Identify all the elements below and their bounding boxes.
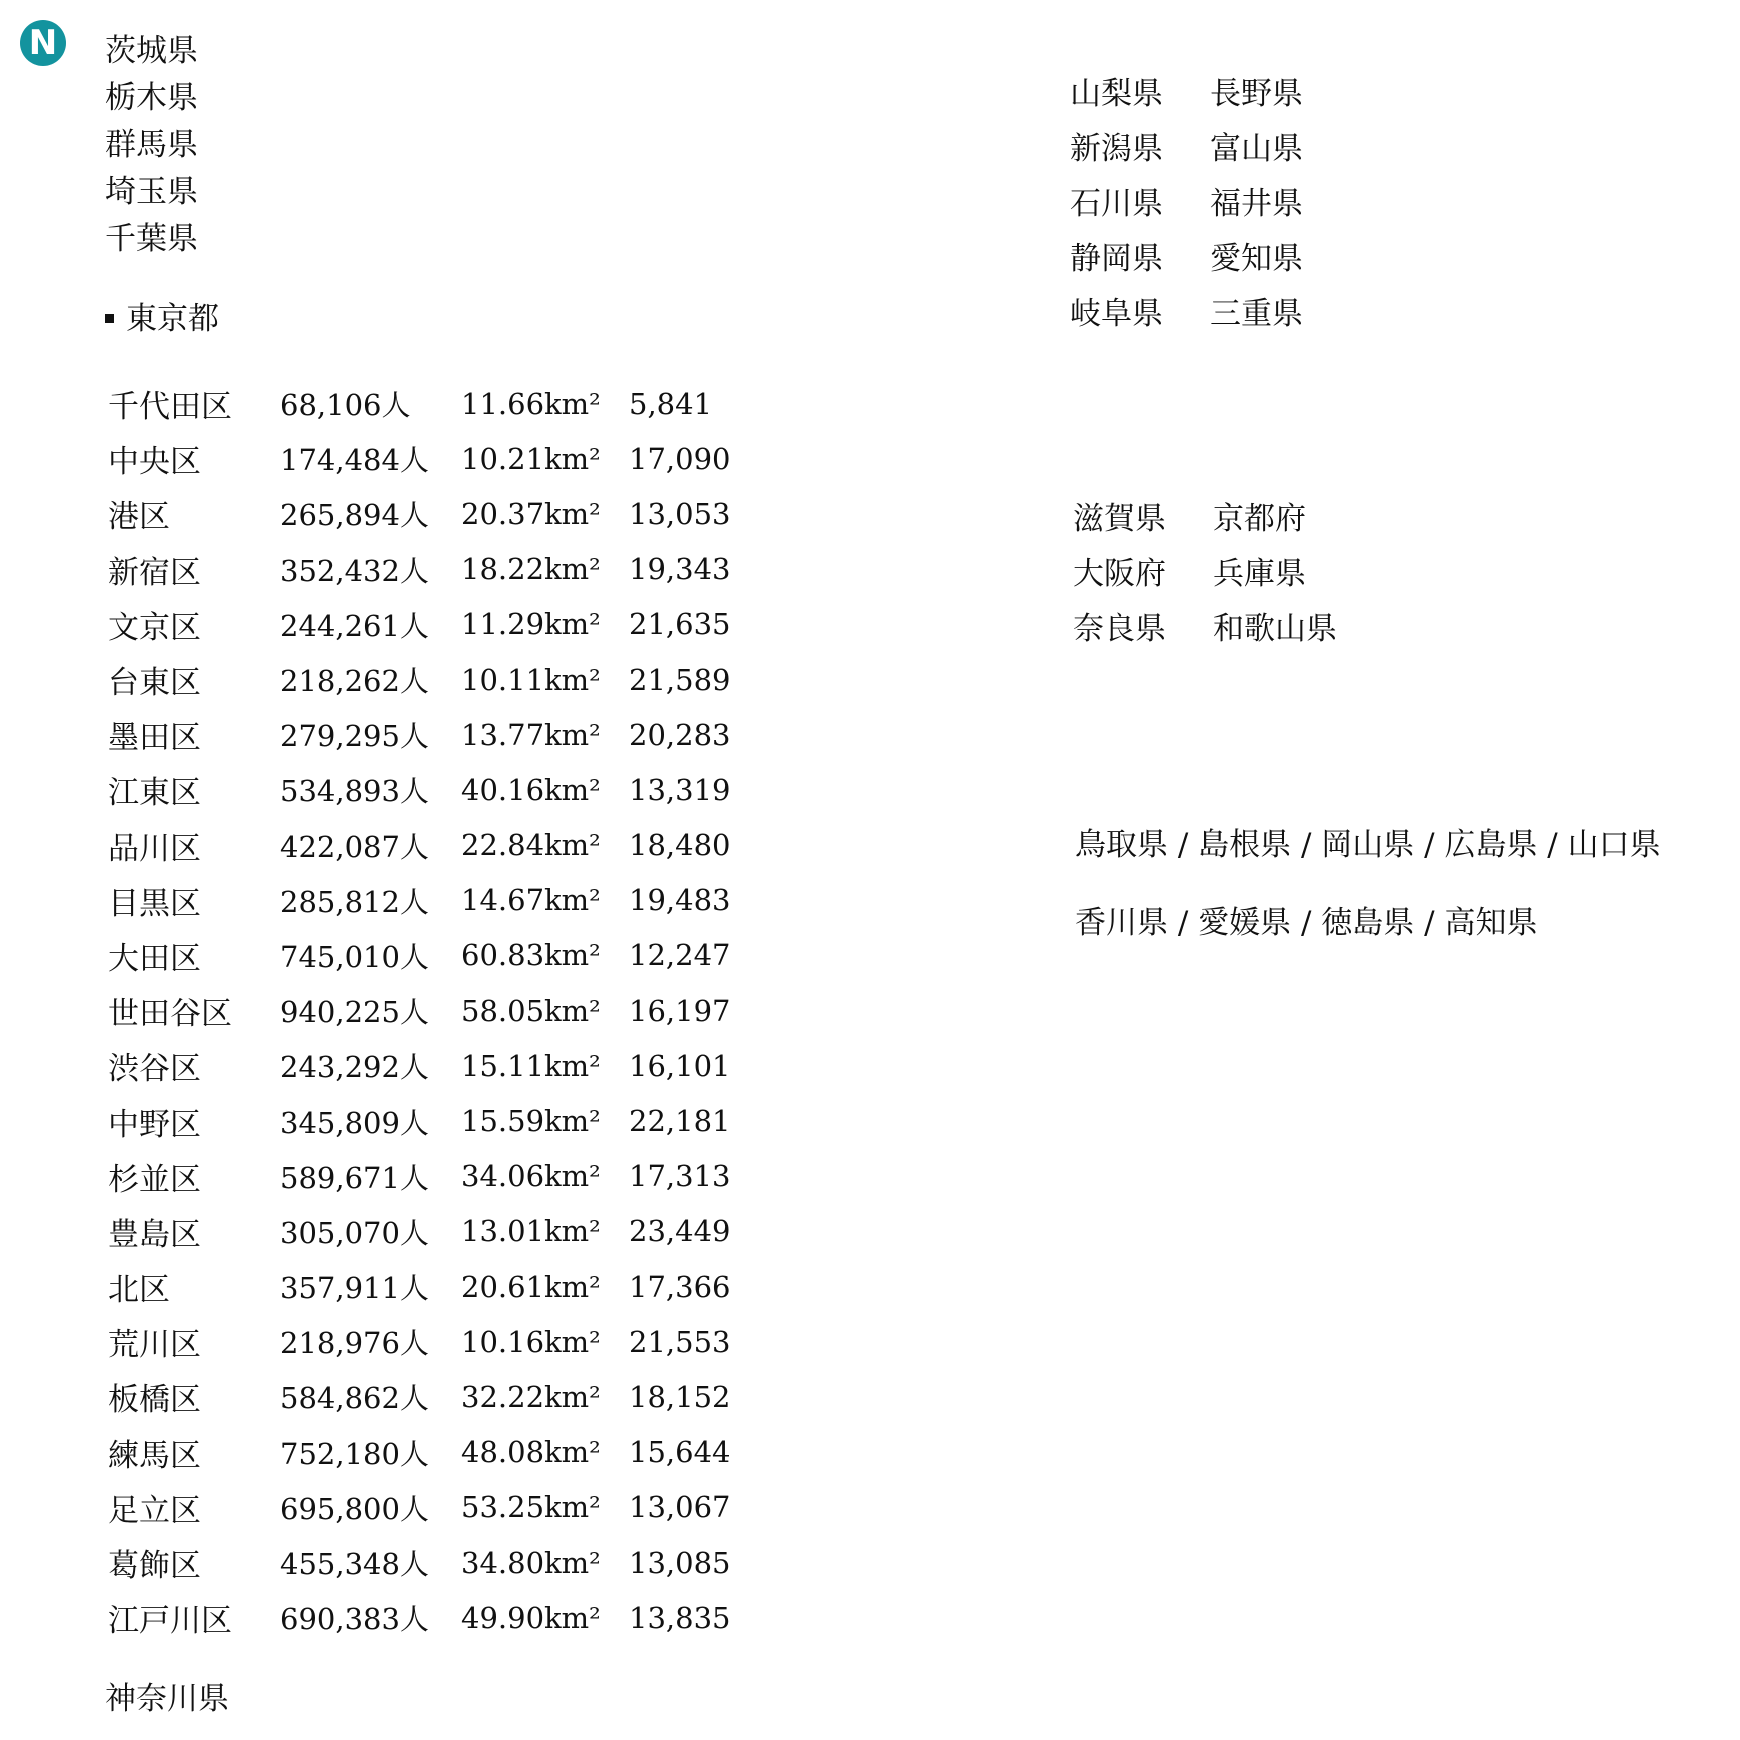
ward-density: 23,449	[629, 1214, 731, 1249]
ward-area: 48.08km²	[461, 1435, 601, 1470]
ward-name[interactable]: 目黒区	[108, 885, 201, 922]
ward-population: 279,295人	[280, 719, 429, 754]
ward-name[interactable]: 大田区	[108, 940, 201, 977]
brand-logo-icon: N	[20, 20, 66, 66]
ward-name[interactable]: 荒川区	[108, 1327, 201, 1364]
prefecture-link-ishikawa[interactable]: 石川県	[1070, 186, 1163, 222]
ward-population: 584,862人	[280, 1381, 429, 1416]
ward-area: 10.16km²	[461, 1324, 601, 1359]
ward-name[interactable]: 新宿区	[108, 554, 201, 591]
ward-density: 13,319	[629, 772, 731, 807]
ward-population: 345,809人	[280, 1105, 429, 1140]
tokyo-ward-table	[108, 376, 739, 1645]
ward-area: 10.11km²	[461, 662, 601, 697]
kanto-prefecture-list	[105, 28, 198, 263]
ward-population: 534,893人	[280, 774, 429, 809]
ward-population: 357,911人	[280, 1271, 429, 1306]
ward-population: 305,070人	[280, 1215, 429, 1250]
ward-area: 32.22km²	[461, 1379, 601, 1414]
ward-name[interactable]: 板橋区	[108, 1382, 201, 1419]
table-row	[108, 1259, 739, 1314]
ward-name[interactable]: 文京区	[108, 609, 201, 646]
ward-name[interactable]: 品川区	[108, 830, 201, 867]
ward-area: 18.22km²	[461, 552, 601, 587]
prefecture-link-nara[interactable]: 奈良県	[1073, 611, 1166, 647]
table-row	[108, 597, 739, 652]
ward-density: 22,181	[629, 1104, 731, 1139]
table-row	[108, 928, 739, 983]
ward-population: 422,087人	[280, 829, 429, 864]
table-row	[108, 762, 739, 817]
table-row	[108, 652, 739, 707]
ward-area: 15.59km²	[461, 1104, 601, 1139]
ward-name[interactable]: 杉並区	[108, 1161, 201, 1198]
table-row	[108, 983, 739, 1038]
ward-population: 940,225人	[280, 995, 429, 1030]
prefecture-row	[1070, 232, 1303, 287]
ward-name[interactable]: 葛飾区	[108, 1548, 201, 1585]
ward-density: 13,085	[629, 1545, 731, 1580]
ward-density: 16,101	[629, 1048, 731, 1083]
prefecture-row	[1073, 492, 1337, 547]
prefecture-row	[1073, 547, 1337, 602]
ward-name[interactable]: 北区	[108, 1272, 170, 1309]
table-row	[108, 707, 739, 762]
prefecture-link-kanagawa[interactable]: 神奈川県	[105, 1681, 229, 1717]
ward-density: 13,067	[629, 1490, 731, 1525]
ward-area: 15.11km²	[461, 1048, 601, 1083]
table-row	[108, 431, 739, 486]
ward-density: 19,483	[629, 883, 731, 918]
ward-name[interactable]: 台東区	[108, 665, 201, 702]
prefecture-link-gifu[interactable]: 岐阜県	[1070, 296, 1163, 332]
prefecture-link-yamanashi[interactable]: 山梨県	[1070, 76, 1163, 112]
ward-area: 11.66km²	[461, 386, 601, 421]
ward-area: 14.67km²	[461, 883, 601, 918]
table-row	[108, 1480, 739, 1535]
ward-density: 19,343	[629, 552, 731, 587]
table-row	[108, 1149, 739, 1204]
ward-name[interactable]: 江東区	[108, 775, 201, 812]
ward-density: 21,589	[629, 662, 731, 697]
ward-population: 695,800人	[280, 1491, 429, 1526]
ward-area: 13.77km²	[461, 717, 601, 752]
ward-density: 16,197	[629, 993, 731, 1028]
ward-population: 265,894人	[280, 498, 429, 533]
ward-name[interactable]: 豊島区	[108, 1216, 201, 1253]
prefecture-link-kyoto[interactable]: 京都府	[1213, 501, 1306, 537]
ward-population: 174,484人	[280, 443, 429, 478]
table-row	[108, 486, 739, 541]
ward-density: 15,644	[629, 1435, 731, 1470]
prefecture-link-tochigi[interactable]: 栃木県	[105, 80, 198, 116]
ward-density: 20,283	[629, 717, 731, 752]
ward-area: 20.37km²	[461, 496, 601, 531]
prefecture-link-niigata[interactable]: 新潟県	[1070, 131, 1163, 167]
tokyo-heading-label: 東京都	[126, 301, 219, 337]
ward-density: 21,553	[629, 1324, 731, 1359]
table-row	[108, 873, 739, 928]
bullet-square-icon	[105, 314, 114, 323]
table-row	[108, 1590, 739, 1645]
ward-density: 13,053	[629, 496, 731, 531]
prefecture-row	[1070, 122, 1303, 177]
ward-population: 352,432人	[280, 553, 429, 588]
table-row	[108, 1038, 739, 1093]
prefecture-link-chiba[interactable]: 千葉県	[105, 221, 198, 257]
ward-population: 752,180人	[280, 1436, 429, 1471]
ward-area: 34.80km²	[461, 1545, 601, 1580]
table-row	[108, 542, 739, 597]
ward-name[interactable]: 江戸川区	[108, 1603, 232, 1640]
ward-name[interactable]: 中野区	[108, 1106, 201, 1143]
ward-area: 53.25km²	[461, 1490, 601, 1525]
table-row	[108, 1425, 739, 1480]
prefecture-link-shizuoka[interactable]: 静岡県	[1070, 241, 1163, 277]
prefecture-link-hyogo[interactable]: 兵庫県	[1213, 556, 1306, 592]
table-row	[108, 818, 739, 873]
ward-area: 10.21km²	[461, 441, 601, 476]
chubu-prefecture-grid	[1070, 67, 1303, 342]
ward-population: 218,976人	[280, 1326, 429, 1361]
tokyo-heading[interactable]	[105, 296, 219, 342]
prefecture-row	[1070, 287, 1303, 342]
ward-population: 285,812人	[280, 884, 429, 919]
ward-area: 22.84km²	[461, 828, 601, 863]
prefecture-row	[1073, 602, 1337, 657]
ward-population: 690,383人	[280, 1602, 429, 1637]
prefecture-link-gunma[interactable]: 群馬県	[105, 127, 198, 163]
ward-population: 218,262人	[280, 664, 429, 699]
ward-area: 13.01km²	[461, 1214, 601, 1249]
ward-density: 12,247	[629, 938, 731, 973]
table-row	[108, 1093, 739, 1148]
ward-area: 20.61km²	[461, 1269, 601, 1304]
table-row	[108, 1535, 739, 1590]
prefecture-row	[1070, 67, 1303, 122]
ward-area: 40.16km²	[461, 772, 601, 807]
kinki-prefecture-grid	[1073, 492, 1337, 657]
prefecture-link-shiga[interactable]: 滋賀県	[1073, 501, 1166, 537]
chugoku-prefecture-line[interactable]: 鳥取県 / 島根県 / 岡山県 / 広島県 / 山口県	[1075, 827, 1661, 863]
prefecture-link-mie[interactable]: 三重県	[1210, 296, 1303, 332]
ward-density: 21,635	[629, 607, 731, 642]
ward-density: 18,480	[629, 828, 731, 863]
ward-area: 60.83km²	[461, 938, 601, 973]
ward-density: 5,841	[629, 386, 713, 421]
ward-name[interactable]: 墨田区	[108, 720, 201, 757]
prefecture-link-nagano[interactable]: 長野県	[1210, 76, 1303, 112]
prefecture-link-aichi[interactable]: 愛知県	[1210, 241, 1303, 277]
ward-area: 58.05km²	[461, 993, 601, 1028]
ward-density: 17,090	[629, 441, 731, 476]
ward-area: 11.29km²	[461, 607, 601, 642]
ward-name[interactable]: 千代田区	[108, 389, 232, 426]
ward-density: 17,313	[629, 1159, 731, 1194]
ward-population: 244,261人	[280, 608, 429, 643]
ward-name[interactable]: 渋谷区	[108, 1051, 201, 1088]
table-row	[108, 1204, 739, 1259]
table-row	[108, 1369, 739, 1424]
ward-population: 589,671人	[280, 1160, 429, 1195]
table-row	[108, 1314, 739, 1369]
ward-name[interactable]: 港区	[108, 499, 170, 536]
ward-population: 243,292人	[280, 1050, 429, 1085]
ward-density: 18,152	[629, 1379, 731, 1414]
prefecture-link-osaka[interactable]: 大阪府	[1073, 556, 1166, 592]
prefecture-link-toyama[interactable]: 富山県	[1210, 131, 1303, 167]
prefecture-link-ibaraki[interactable]: 茨城県	[105, 33, 198, 69]
table-row	[108, 376, 739, 431]
ward-name[interactable]: 練馬区	[108, 1437, 201, 1474]
shikoku-prefecture-line[interactable]: 香川県 / 愛媛県 / 徳島県 / 高知県	[1075, 905, 1538, 941]
prefecture-link-fukui[interactable]: 福井県	[1210, 186, 1303, 222]
prefecture-link-saitama[interactable]: 埼玉県	[105, 174, 198, 210]
ward-name[interactable]: 中央区	[108, 444, 201, 481]
ward-population: 745,010人	[280, 939, 429, 974]
ward-density: 13,835	[629, 1600, 731, 1635]
prefecture-link-wakayama[interactable]: 和歌山県	[1213, 611, 1337, 647]
ward-population: 68,106人	[280, 388, 411, 423]
ward-area: 34.06km²	[461, 1159, 601, 1194]
prefecture-row	[1070, 177, 1303, 232]
ward-name[interactable]: 足立区	[108, 1492, 201, 1529]
ward-density: 17,366	[629, 1269, 731, 1304]
ward-name[interactable]: 世田谷区	[108, 996, 232, 1033]
ward-area: 49.90km²	[461, 1600, 601, 1635]
ward-population: 455,348人	[280, 1547, 429, 1582]
